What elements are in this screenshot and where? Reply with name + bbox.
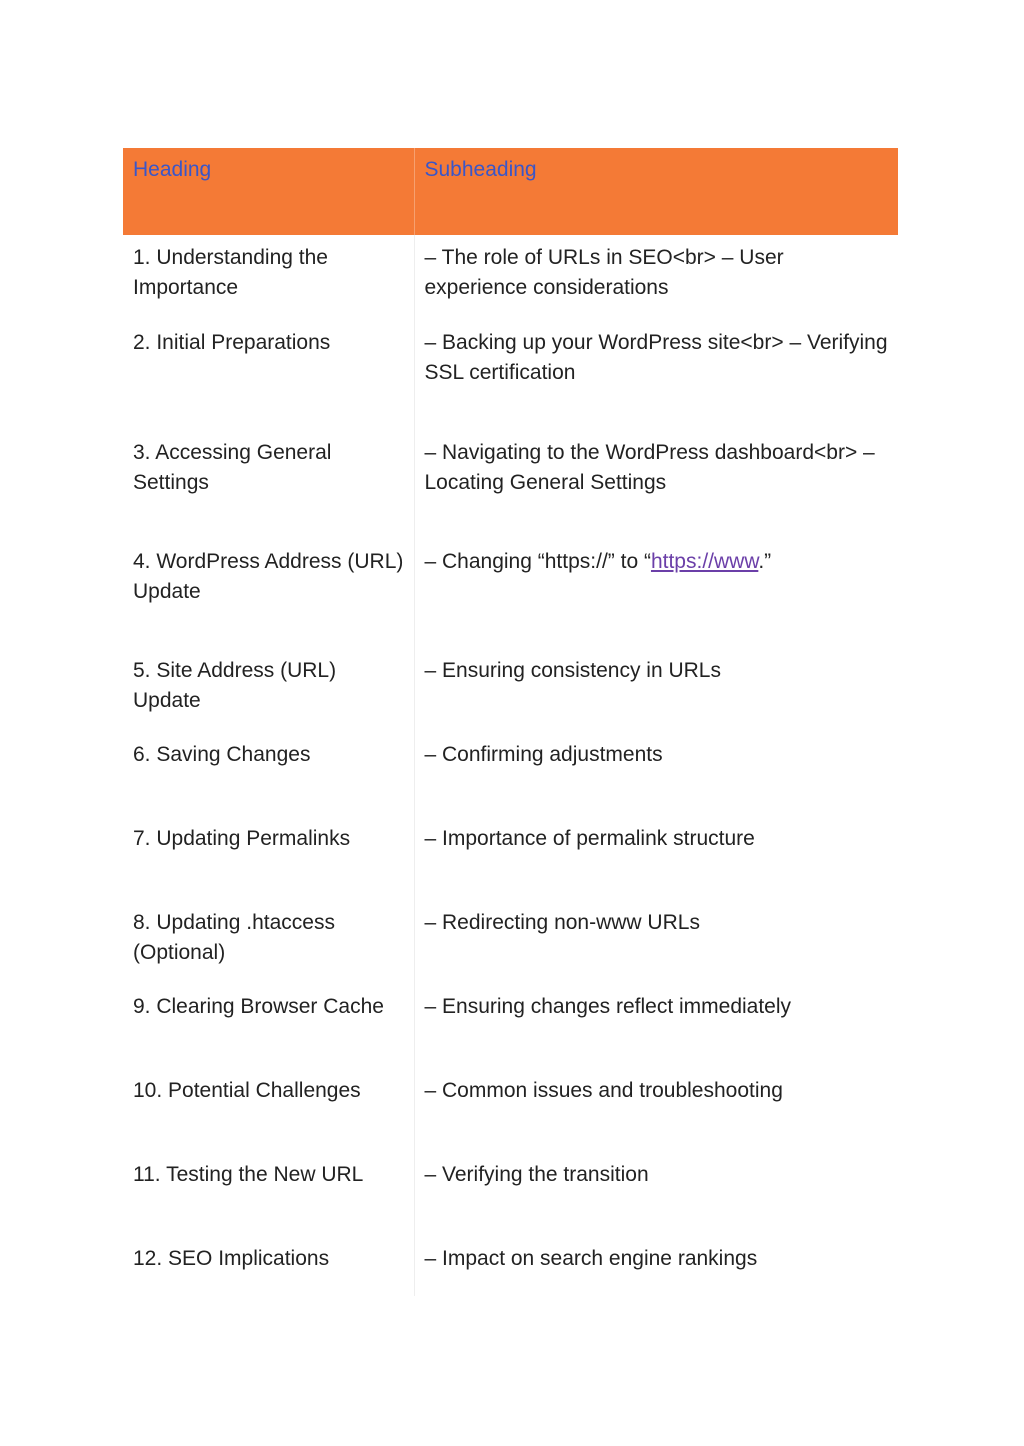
row-subheading: – Ensuring consistency in URLs	[424, 659, 721, 682]
table-row	[123, 320, 898, 430]
row-heading: 3. Accessing General Settings	[123, 430, 414, 539]
table-row	[123, 1068, 898, 1152]
row-heading: 4. WordPress Address (URL) Update	[123, 539, 414, 648]
subheading-suffix: .”	[758, 550, 772, 573]
row-subheading: – Navigating to the WordPress dashboard<br> – Locating General Settings	[424, 441, 875, 494]
table-row	[123, 1236, 898, 1296]
row-subheading: – Backing up your WordPress site<br> – Verifying SSL certification	[424, 331, 888, 384]
table-row	[123, 816, 898, 900]
row-heading: 1. Understanding the Importance	[123, 235, 414, 320]
row-subheading: – Verifying the transition	[424, 1163, 649, 1186]
outline-table	[123, 148, 898, 1296]
row-subheading: – Common issues and troubleshooting	[424, 1079, 783, 1102]
subheading-column-header: Subheading	[414, 148, 898, 235]
table-row	[123, 732, 898, 816]
row-subheading: – The role of URLs in SEO<br> – User experience considerations	[424, 246, 784, 299]
row-heading: 10. Potential Challenges	[123, 1068, 414, 1152]
table-row	[123, 235, 898, 320]
table-row	[123, 430, 898, 539]
https-www-link[interactable]: https://www	[650, 550, 759, 573]
row-heading: 2. Initial Preparations	[123, 320, 414, 430]
row-heading: 12. SEO Implications	[123, 1236, 414, 1296]
heading-column-header: Heading	[123, 148, 414, 235]
row-subheading: – Importance of permalink structure	[424, 827, 755, 850]
subheading-prefix: – Changing “https://” to “	[424, 550, 651, 573]
row-heading: 6. Saving Changes	[123, 732, 414, 816]
row-subheading	[414, 539, 898, 648]
row-subheading: – Ensuring changes reflect immediately	[424, 995, 792, 1018]
table-row	[123, 648, 898, 732]
row-subheading: – Redirecting non-www URLs	[424, 911, 700, 934]
row-subheading: – Impact on search engine rankings	[424, 1247, 758, 1270]
row-subheading: – Confirming adjustments	[424, 743, 663, 766]
row-heading: 9. Clearing Browser Cache	[123, 984, 414, 1068]
row-heading: 11. Testing the New URL	[123, 1152, 414, 1236]
table-row	[123, 1152, 898, 1236]
table-row	[123, 539, 898, 648]
row-heading: 7. Updating Permalinks	[123, 816, 414, 900]
row-heading: 5. Site Address (URL) Update	[123, 648, 414, 732]
row-heading: 8. Updating .htaccess (Optional)	[123, 900, 414, 984]
table-row	[123, 984, 898, 1068]
table-row	[123, 900, 898, 984]
table-header-row	[123, 148, 898, 235]
